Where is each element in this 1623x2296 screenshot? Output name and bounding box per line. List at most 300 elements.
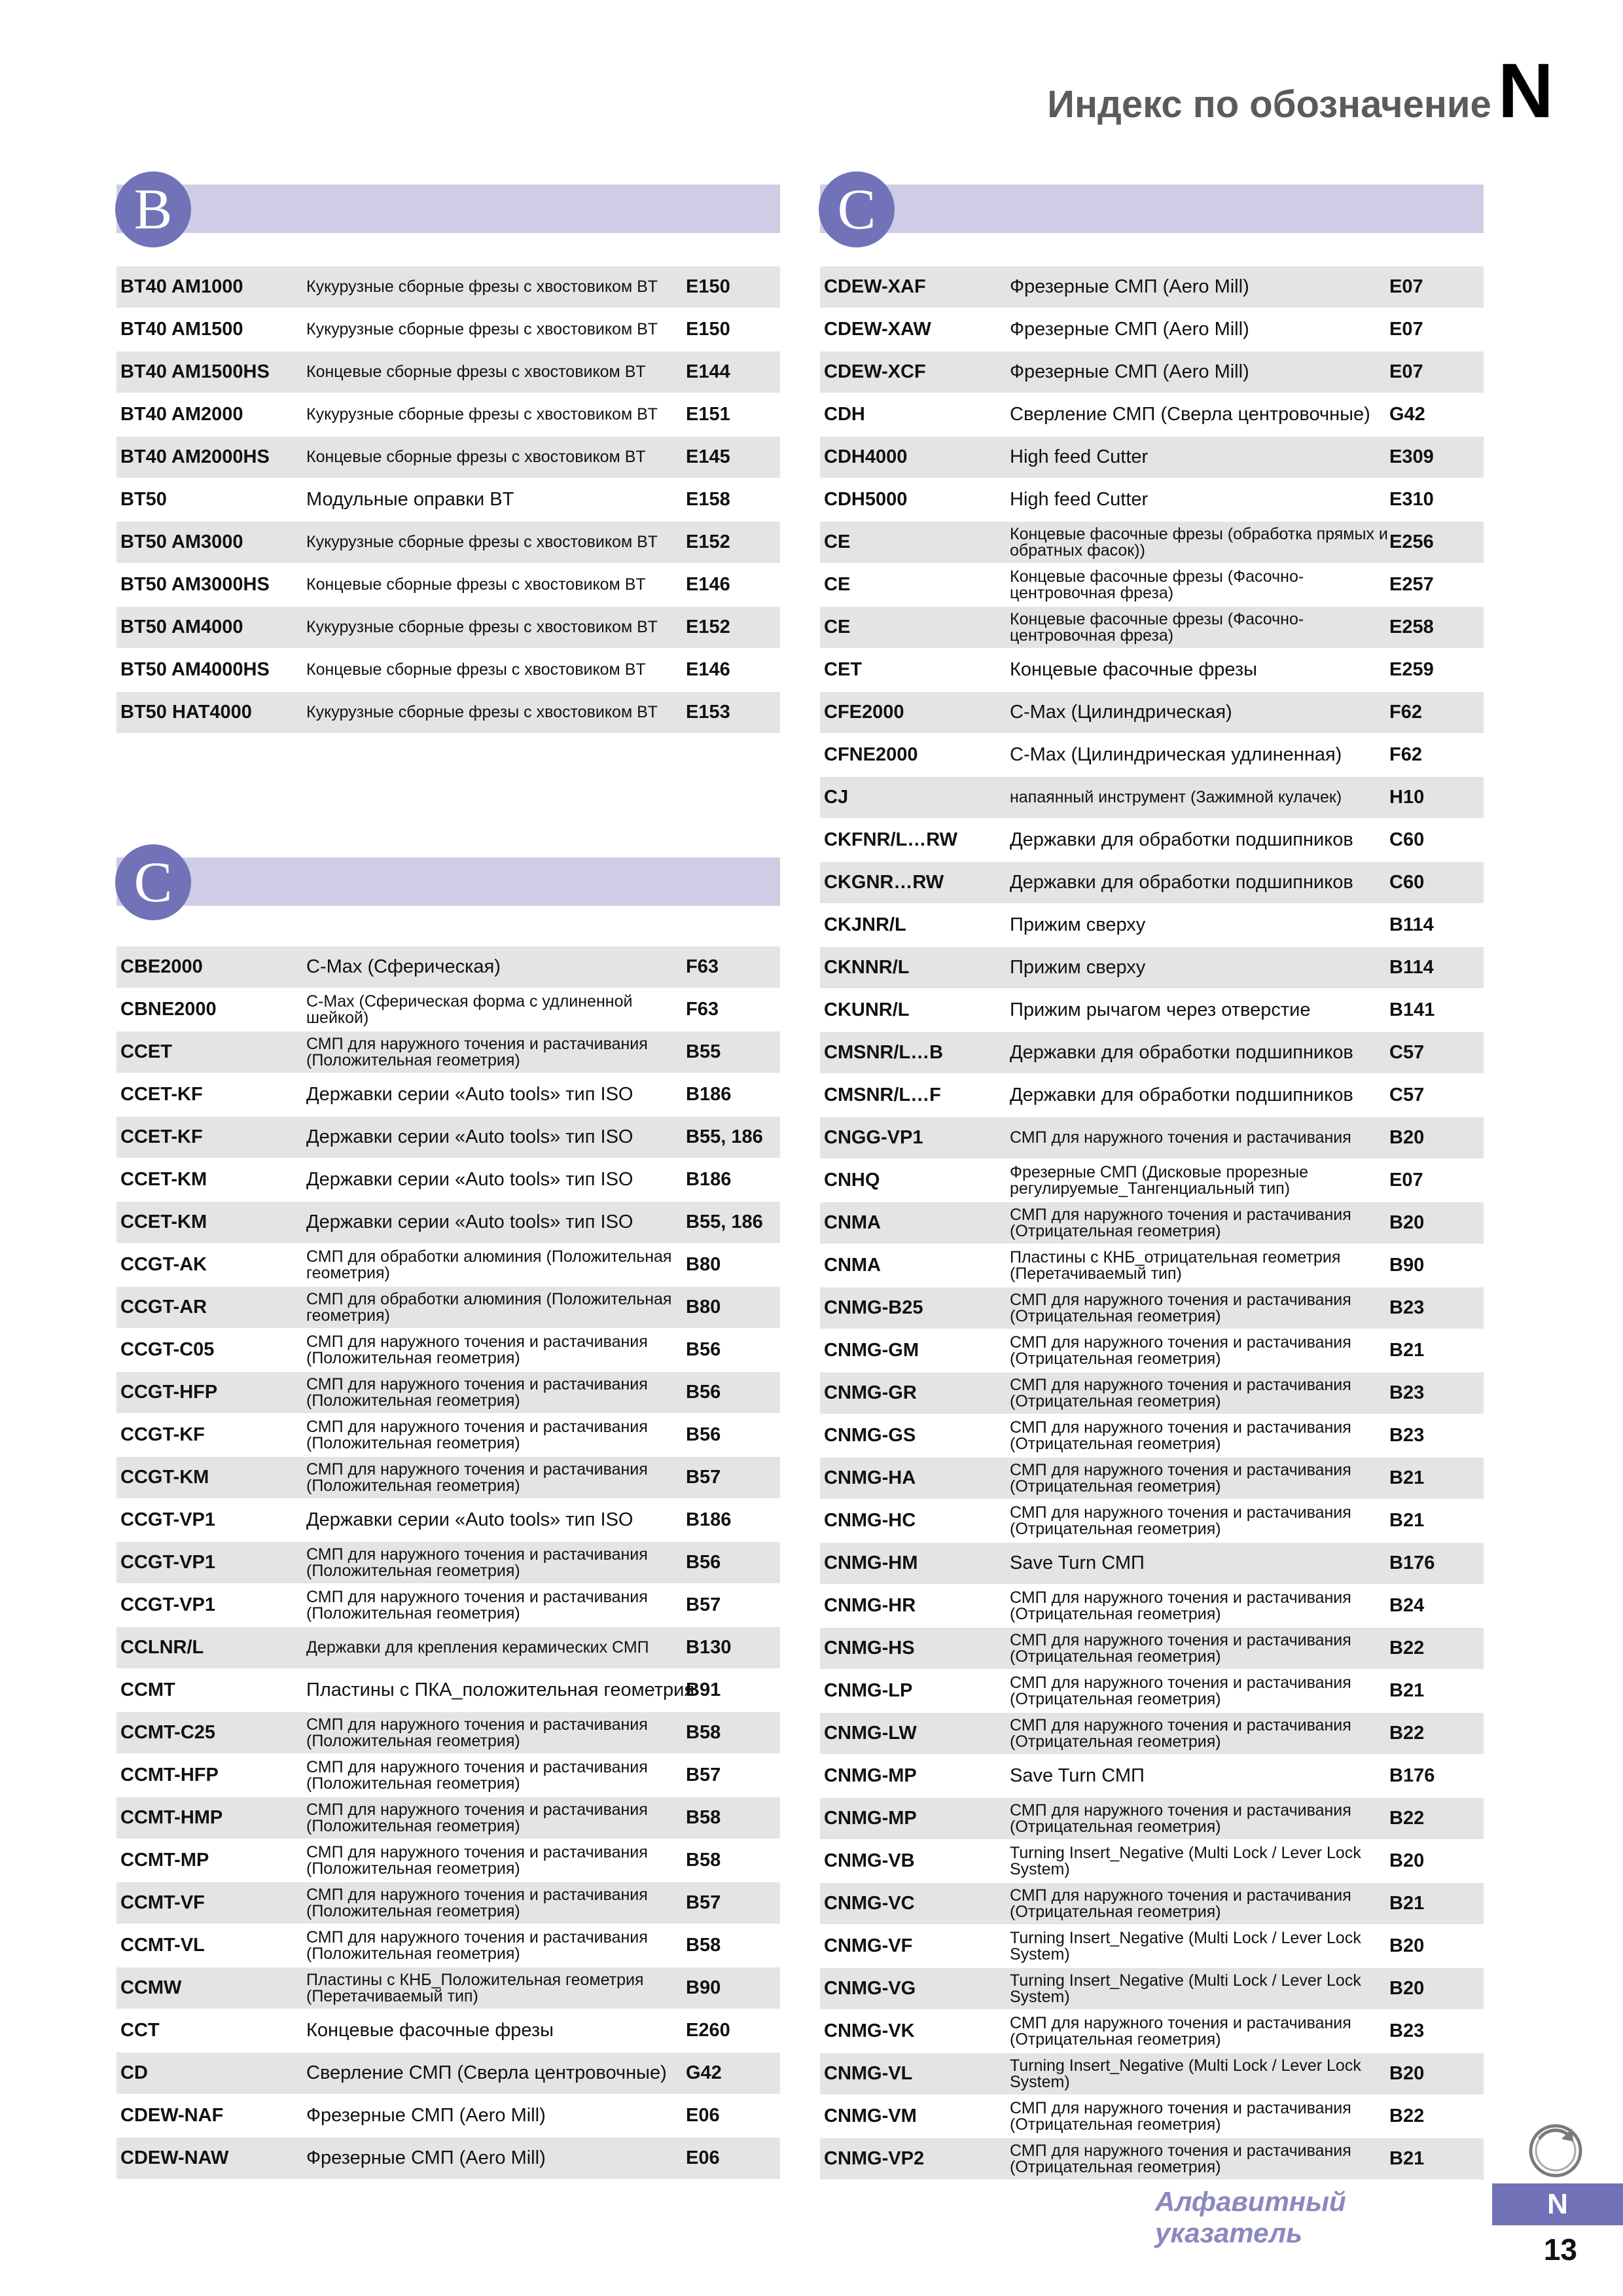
row-page: B57 [686,1765,721,1785]
row-description: Кукурузные сборные фрезы с хвостовиком BT [306,703,658,721]
row-description: Кукурузные сборные фрезы с хвостовиком BT [306,405,658,423]
row-description: Модульные оправки BT [306,489,514,510]
table-row [116,2053,780,2095]
table-row [820,1415,1484,1458]
row-page: B55, 186 [686,1211,763,1232]
table-row [820,990,1484,1032]
row-description: СМП для наружного точения и растачивания (Положительная геометрия) [306,1758,648,1793]
row-page: B186 [686,1169,732,1190]
table-row [820,649,1484,692]
row-code: CNMG-VL [824,2063,913,2084]
row-page: E150 [686,319,730,340]
row-description: СМП для наружного точения и растачивания (Отрицательная геометрия) [1010,1716,1351,1751]
row-code: CCGT-VP1 [120,1552,216,1573]
table-row [820,1840,1484,1883]
row-description: СМП для наружного точения и растачивания (Отрицательная геометрия) [1010,2099,1351,2134]
row-description: Прижим сверху [1010,914,1146,935]
table-row [820,1500,1484,1543]
row-description: СМП для наружного точения и растачивания (Положительная геометрия) [306,1545,648,1580]
row-description: Концевые сборные фрезы с хвостовиком BT [306,363,646,381]
index-table-c-left [116,946,780,2180]
refresh-icon[interactable] [1520,2113,1592,2185]
row-description: СМП для наружного точения и растачивания (Положительная геометрия) [306,1928,648,1963]
row-code: CD [120,2062,148,2083]
page-footer [1155,2183,1623,2248]
table-row [820,692,1484,734]
row-page: E309 [1389,446,1434,467]
row-code: CDEW-XCF [824,361,926,382]
row-page: C60 [1389,829,1425,850]
row-description: Turning Insert_Negative (Multi Lock / Lever Lock System) [1010,2056,1361,2091]
row-page: B176 [1389,1552,1435,1573]
row-page: E146 [686,574,730,595]
row-description: СМП для наружного точения и растачивания (Положительная геометрия) [306,1418,648,1452]
row-description: Державки серии «Auto tools» тип ISO [306,1509,633,1530]
footer-letter: N [1492,2183,1623,2225]
row-description: СМП для наружного точения и растачивания (Отрицательная геометрия) [1010,1503,1351,1538]
row-description: Фрезерные СМП (Aero Mill) [306,2147,546,2168]
table-row [820,437,1484,479]
row-code: CCET-KM [120,1169,207,1190]
row-code: CKUNR/L [824,999,910,1020]
row-description: Концевые фасочные фрезы [306,2020,554,2041]
row-description: СМП для наружного точения и растачивания (Положительная геометрия) [306,1375,648,1410]
row-code: CNMG-VB [824,1850,915,1871]
row-page: B21 [1389,1467,1425,1488]
table-row [820,564,1484,607]
table-row [116,1329,780,1372]
table-row [116,522,780,564]
row-page: F62 [1389,744,1422,765]
row-page: E07 [1389,1170,1423,1191]
row-page: B55 [686,1041,721,1062]
row-description: Концевые сборные фрезы с хвостовиком BT [306,660,646,679]
row-page: F63 [686,999,719,1020]
table-row [820,819,1484,862]
row-code: CNMG-MP [824,1808,917,1829]
footer-label: Алфавитный указатель [1155,2186,1346,2248]
table-row [820,1968,1484,2011]
row-description: Save Turn СМП [1010,1765,1145,1786]
row-code: CNMG-VC [824,1893,915,1914]
table-row [116,1755,780,1797]
row-page: C57 [1389,1085,1425,1105]
header-letter: N [1497,48,1554,134]
row-page: B58 [686,1850,721,1871]
row-code: BT40 AM2000HS [120,446,270,467]
row-code: CKGNR…RW [824,872,944,893]
row-description: СМП для наружного точения и растачивания (Положительная геометрия) [306,1588,648,1623]
row-description: Державки серии «Auto tools» тип ISO [306,1169,633,1190]
table-row [820,2138,1484,2181]
section-letter: B [115,171,191,247]
row-description: Кукурузные сборные фрезы с хвостовиком BT [306,320,658,338]
row-page: B20 [1389,1850,1425,1871]
row-code: CNMG-VF [824,1935,913,1956]
row-page: E146 [686,659,730,680]
table-row [820,1287,1484,1330]
row-code: BT50 AM4000 [120,617,243,637]
table-row [116,309,780,351]
row-description: Turning Insert_Negative (Multi Lock / Lever Lock System) [1010,1971,1361,2006]
row-page: B80 [686,1254,721,1275]
row-description: Державки серии «Auto tools» тип ISO [306,1126,633,1147]
table-row [820,1330,1484,1372]
row-page: E06 [686,2147,720,2168]
row-code: CMSNR/L…F [824,1085,941,1105]
section-header-c-right [820,177,1484,242]
row-code: CNMG-HA [824,1467,916,1488]
row-description: СМП для наружного точения и растачивания (Положительная геометрия) [306,1715,648,1750]
table-row [820,1032,1484,1075]
row-description: Фрезерные СМП (Aero Mill) [306,2105,546,2126]
row-code: CDEW-NAF [120,2105,224,2126]
table-row [820,905,1484,947]
table-row [820,734,1484,777]
row-code: CE [824,617,851,637]
row-description: СМП для наружного точения и растачивания (Положительная геометрия) [306,1460,648,1495]
row-code: CNMG-HS [824,1638,915,1659]
row-page: E152 [686,531,730,552]
row-description: Державки серии «Auto tools» тип ISO [306,1211,633,1232]
table-row [820,1202,1484,1245]
table-row [116,1840,780,1882]
row-code: CDH [824,404,865,425]
row-code: CNMG-GM [824,1340,919,1361]
row-code: CMSNR/L…B [824,1042,944,1063]
table-row [820,1798,1484,1840]
table-row [820,309,1484,351]
row-code: CJ [824,787,849,808]
row-code: BT50 AM4000HS [120,659,270,680]
row-code: CNMG-B25 [824,1297,923,1318]
row-code: CCET [120,1041,172,1062]
row-description: Save Turn СМП [1010,1552,1145,1573]
table-row [116,437,780,479]
index-table-b [116,266,780,734]
row-page: B186 [686,1084,732,1105]
table-row [820,1372,1484,1415]
row-page: H10 [1389,787,1425,808]
row-description: СМП для наружного точения и растачивания (Отрицательная геометрия) [1010,1631,1351,1666]
row-page: F63 [686,956,719,977]
row-code: CNMG-VG [824,1978,916,1999]
row-description: Фрезерные СМП (Aero Mill) [1010,276,1249,297]
table-row [116,1882,780,1925]
row-code: CCMT-HFP [120,1765,219,1785]
table-row [820,2053,1484,2096]
section-letter: C [115,844,191,920]
row-page: B21 [1389,1510,1425,1531]
page-header [1047,48,1554,134]
row-description: Turning Insert_Negative (Multi Lock / Lever Lock System) [1010,1844,1361,1878]
row-description: Пластины с ПКА_положительная геометрия [306,1679,695,1700]
row-page: B23 [1389,1425,1425,1446]
row-description: Сверление СМП (Сверла центровочные) [1010,404,1370,425]
table-row [820,777,1484,819]
row-page: B130 [686,1637,732,1658]
row-page: B56 [686,1552,721,1573]
table-row [820,1585,1484,1628]
row-page: B21 [1389,1340,1425,1361]
row-page: E258 [1389,617,1434,637]
row-page: B20 [1389,1978,1425,1999]
row-description: Концевые фасочные фрезы (обработка прямых и обратных фасок)) [1010,525,1388,560]
row-code: CCMW [120,1977,182,1998]
row-page: B22 [1389,2106,1425,2126]
table-row [116,2095,780,2138]
row-code: CDH4000 [824,446,908,467]
row-page: B57 [686,1467,721,1488]
row-page: B22 [1389,1638,1425,1659]
row-page: E256 [1389,531,1434,552]
row-code: CET [824,659,862,680]
row-description: C-Max (Цилиндрическая) [1010,702,1232,723]
row-code: CFE2000 [824,702,904,723]
row-page: B114 [1389,957,1434,978]
row-description: СМП для наружного точения и растачивания (Отрицательная геометрия) [1010,1801,1351,1836]
table-row [820,394,1484,437]
row-page: B22 [1389,1808,1425,1829]
row-code: CCMT-MP [120,1850,209,1871]
table-row [820,2096,1484,2138]
row-description: напаянный инструмент (Зажимной кулачек) [1010,788,1342,806]
table-row [820,522,1484,564]
row-page: E153 [686,702,730,723]
table-row [116,2010,780,2053]
table-row [116,564,780,607]
table-row [820,479,1484,522]
row-page: E310 [1389,489,1434,510]
table-row [116,351,780,394]
table-row [116,946,780,989]
row-code: CCET-KF [120,1126,203,1147]
row-description: Фрезерные СМП (Дисковые прорезные регулируемые_Тангенциальный тип) [1010,1163,1309,1198]
row-page: B20 [1389,1935,1425,1956]
row-code: BT50 HAT4000 [120,702,252,723]
row-description: Кукурузные сборные фрезы с хвостовиком BT [306,533,658,551]
row-page: B56 [686,1339,721,1360]
row-description: СМП для наружного точения и растачивания (Отрицательная геометрия) [1010,1333,1351,1368]
table-row [820,1458,1484,1500]
row-code: CNGG-VP1 [824,1127,923,1148]
row-page: B20 [1389,2063,1425,2084]
table-row [820,1713,1484,1755]
row-description: Державки для обработки подшипников [1010,1042,1353,1063]
row-code: BT40 AM2000 [120,404,243,425]
table-row [820,1245,1484,1287]
row-code: BT40 AM1500 [120,319,243,340]
row-page: E07 [1389,276,1423,297]
row-page: B23 [1389,2020,1425,2041]
row-description: Концевые сборные фрезы с хвостовиком BT [306,575,646,594]
row-page: B55, 186 [686,1126,763,1147]
row-description: СМП для наружного точения и растачивания (Отрицательная геометрия) [1010,1674,1351,1708]
row-code: CNMG-LW [824,1723,917,1744]
table-row [116,1202,780,1244]
table-row [116,1372,780,1414]
table-row [116,1499,780,1542]
row-page: G42 [1389,404,1425,425]
page-number: 13 [1543,2233,1577,2267]
row-code: CKFNR/L…RW [824,829,958,850]
table-row [116,1414,780,1457]
row-code: CKJNR/L [824,914,906,935]
row-description: Концевые фасочные фрезы (Фасочно-центровочная фреза) [1010,610,1304,645]
row-description: СМП для наружного точения и растачивания [1010,1128,1351,1147]
row-code: CCGT-AR [120,1297,207,1318]
row-code: CE [824,574,851,595]
row-code: CCMT-HMP [120,1807,223,1828]
row-page: B20 [1389,1127,1425,1148]
table-row [116,1670,780,1712]
row-page: B58 [686,1935,721,1956]
row-description: Turning Insert_Negative (Multi Lock / Lever Lock System) [1010,1929,1361,1964]
table-row [116,1117,780,1159]
row-code: CCT [120,2020,160,2041]
row-page: E158 [686,489,730,510]
row-page: B21 [1389,1680,1425,1701]
table-row [820,1628,1484,1670]
row-code: CNMG-HC [824,1510,916,1531]
row-page: B22 [1389,1723,1425,1744]
table-row [820,1117,1484,1160]
table-row [116,1627,780,1670]
table-row [116,1925,780,1967]
table-row [820,2011,1484,2053]
row-description: Пластины с КНБ_отрицательная геометрия (Перетачиваемый тип) [1010,1248,1341,1283]
row-page: B57 [686,1892,721,1913]
row-code: CDEW-XAW [824,319,931,340]
row-description: Концевые фасочные фрезы (Фасочно-центровочная фреза) [1010,567,1304,602]
row-description: Державки для обработки подшипников [1010,872,1353,893]
table-row [116,266,780,309]
table-row [116,1159,780,1202]
row-code: CNMG-VK [824,2020,915,2041]
row-code: CCMT-C25 [120,1722,216,1743]
row-page: B56 [686,1382,721,1403]
table-row [820,1160,1484,1202]
row-description: СМП для наружного точения и растачивания (Отрицательная геометрия) [1010,1291,1351,1325]
table-row [820,1883,1484,1926]
row-code: CDEW-XAF [824,276,926,297]
table-row [116,1244,780,1287]
row-page: B24 [1389,1595,1425,1616]
row-code: CNMG-HR [824,1595,916,1616]
row-code: CCGT-KF [120,1424,205,1445]
table-row [116,1797,780,1840]
row-description: Державки для обработки подшипников [1010,829,1353,850]
row-code: CDH5000 [824,489,908,510]
row-code: CE [824,531,851,552]
row-description: СМП для наружного точения и растачивания (Положительная геометрия) [306,1886,648,1920]
row-description: Концевые сборные фрезы с хвостовиком BT [306,448,646,466]
table-row [116,1074,780,1117]
table-row [820,351,1484,394]
header-title: Индекс по обозначение [1047,83,1491,126]
row-description: Кукурузные сборные фрезы с хвостовиком BT [306,278,658,296]
row-description: C-Max (Цилиндрическая удлиненная) [1010,744,1342,765]
row-code: CNHQ [824,1170,880,1191]
row-code: CNMG-VM [824,2106,917,2126]
table-row [820,1926,1484,1968]
section-letter: C [819,171,895,247]
row-code: CCLNR/L [120,1637,204,1658]
row-code: CNMG-VP2 [824,2148,925,2169]
row-page: B80 [686,1297,721,1318]
row-code: CCGT-VP1 [120,1594,216,1615]
row-description: СМП для наружного точения и растачивания (Отрицательная геометрия) [1010,1886,1351,1921]
row-page: B176 [1389,1765,1435,1786]
row-page: B20 [1389,1212,1425,1233]
row-code: BT50 AM3000HS [120,574,270,595]
row-page: E145 [686,446,730,467]
row-description: СМП для наружного точения и растачивания (Положительная геометрия) [306,1843,648,1878]
row-code: CCGT-C05 [120,1339,215,1360]
row-description: СМП для наружного точения и растачивания (Положительная геометрия) [306,1801,648,1835]
row-description: СМП для обработки алюминия (Положительная геометрия) [306,1290,672,1325]
row-description: СМП для обработки алюминия (Положительная геометрия) [306,1247,672,1282]
table-row [116,649,780,692]
row-description: СМП для наружного точения и растачивания (Отрицательная геометрия) [1010,1206,1351,1240]
row-page: B21 [1389,1893,1425,1914]
row-description: СМП для наружного точения и растачивания (Отрицательная геометрия) [1010,1376,1351,1410]
row-page: E150 [686,276,730,297]
table-row [820,947,1484,990]
table-row [820,1543,1484,1585]
table-row [820,1755,1484,1798]
row-code: CDEW-NAW [120,2147,229,2168]
row-page: E257 [1389,574,1434,595]
table-row [116,479,780,522]
row-page: B23 [1389,1297,1425,1318]
row-code: CNMG-MP [824,1765,917,1786]
table-row [116,607,780,649]
row-code: CBE2000 [120,956,203,977]
row-code: CKNNR/L [824,957,910,978]
row-page: E07 [1389,319,1423,340]
row-description: High feed Cutter [1010,446,1149,467]
row-page: E259 [1389,659,1434,680]
row-page: B23 [1389,1382,1425,1403]
table-row [820,607,1484,649]
row-description: Державки серии «Auto tools» тип ISO [306,1084,633,1105]
index-table-c-right [820,266,1484,2181]
row-page: C57 [1389,1042,1425,1063]
row-code: BT50 AM3000 [120,531,243,552]
row-code: CNMA [824,1255,881,1276]
row-code: CCMT [120,1679,175,1700]
row-description: Прижим рычагом через отверстие [1010,999,1311,1020]
row-page: B114 [1389,914,1434,935]
row-page: G42 [686,2062,722,2083]
row-description: Фрезерные СМП (Aero Mill) [1010,319,1249,340]
row-page: E07 [1389,361,1423,382]
row-page: B90 [1389,1255,1425,1276]
row-description: СМП для наружного точения и растачивания (Отрицательная геометрия) [1010,2142,1351,2176]
row-code: CBNE2000 [120,999,217,1020]
row-code: BT40 AM1500HS [120,361,270,382]
row-page: E151 [686,404,730,425]
row-code: CCET-KM [120,1211,207,1232]
row-description: СМП для наружного точения и растачивания (Отрицательная геометрия) [1010,2014,1351,2049]
table-row [820,1075,1484,1117]
row-code: CNMA [824,1212,881,1233]
row-page: C60 [1389,872,1425,893]
table-row [116,1031,780,1074]
row-description: СМП для наружного точения и растачивания (Положительная геометрия) [306,1035,648,1069]
row-code: CCGT-KM [120,1467,209,1488]
